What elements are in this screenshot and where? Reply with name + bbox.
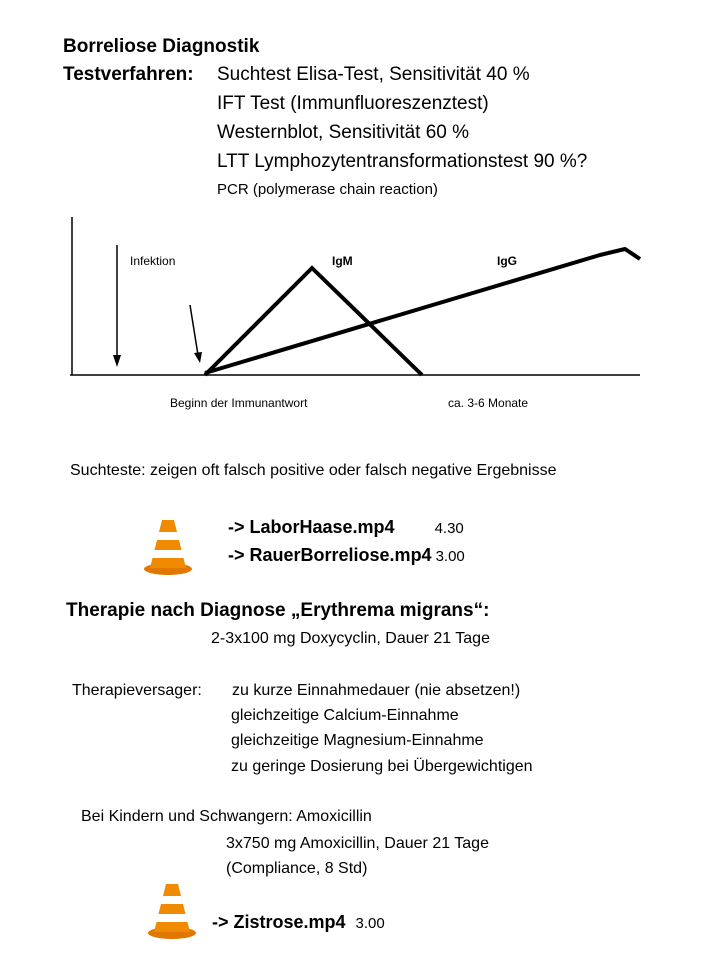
kids-dose: 3x750 mg Amoxicillin, Dauer 21 Tage bbox=[226, 835, 489, 852]
test-methods-label: Testverfahren: bbox=[63, 64, 194, 85]
video-label[interactable]: -> RauerBorreliose.mp4 bbox=[228, 545, 432, 565]
igm-label: IgM bbox=[332, 254, 353, 268]
video-link-rauerborreliose[interactable] bbox=[228, 545, 465, 566]
test-item-westernblot: Westernblot, Sensitivität 60 % bbox=[217, 122, 470, 143]
search-test-note: Suchteste: zeigen oft falsch positive oder falsch negative Ergebnisse bbox=[70, 462, 557, 479]
failure-item-calcium: gleichzeitige Calcium-Einnahme bbox=[231, 707, 459, 724]
vlc-cone-icon[interactable] bbox=[146, 882, 198, 940]
failure-item-dosage: zu geringe Dosierung bei Übergewichtigen bbox=[231, 758, 533, 775]
video-link-laborhaase[interactable] bbox=[228, 517, 464, 538]
response-arrow-head bbox=[194, 352, 202, 363]
video-duration: 4.30 bbox=[434, 520, 464, 537]
test-item-elisa: Suchtest Elisa-Test, Sensitivität 40 % bbox=[217, 64, 530, 85]
test-item-pcr: PCR (polymerase chain reaction) bbox=[217, 181, 438, 198]
failure-item-magnesium: gleichzeitige Magnesium-Einnahme bbox=[231, 732, 484, 749]
failure-item-duration: zu kurze Einnahmedauer (nie absetzen!) bbox=[232, 682, 521, 699]
infection-label: Infektion bbox=[130, 254, 176, 268]
kids-line: Bei Kindern und Schwangern: Amoxicillin bbox=[81, 808, 372, 825]
video-duration: 3.00 bbox=[435, 548, 465, 565]
video-duration: 3.00 bbox=[355, 915, 385, 932]
page-title: Borreliose Diagnostik bbox=[63, 36, 260, 57]
response-arrow bbox=[190, 305, 198, 355]
video-link-zistrose[interactable] bbox=[212, 912, 385, 933]
video-label[interactable]: -> LaborHaase.mp4 bbox=[228, 517, 395, 537]
xlabel-months: ca. 3-6 Monate bbox=[448, 396, 529, 410]
test-item-ltt: LTT Lymphozytentransformationstest 90 %? bbox=[217, 151, 588, 172]
therapy-dose: 2-3x100 mg Doxycyclin, Dauer 21 Tage bbox=[211, 630, 490, 647]
infection-arrow-head bbox=[113, 355, 121, 367]
igg-label: IgG bbox=[497, 254, 517, 268]
igm-curve bbox=[205, 268, 422, 375]
kids-note: (Compliance, 8 Std) bbox=[226, 860, 368, 877]
antibody-diagram bbox=[0, 205, 720, 420]
therapy-failure-label: Therapieversager: bbox=[72, 682, 202, 699]
test-item-ift: IFT Test (Immunfluoreszenztest) bbox=[217, 93, 489, 114]
therapy-heading: Therapie nach Diagnose „Erythrema migrans“: bbox=[66, 600, 490, 621]
video-label[interactable]: -> Zistrose.mp4 bbox=[212, 912, 346, 932]
vlc-cone-icon[interactable] bbox=[142, 518, 194, 576]
xlabel-immune-start: Beginn der Immunantwort bbox=[170, 396, 308, 410]
